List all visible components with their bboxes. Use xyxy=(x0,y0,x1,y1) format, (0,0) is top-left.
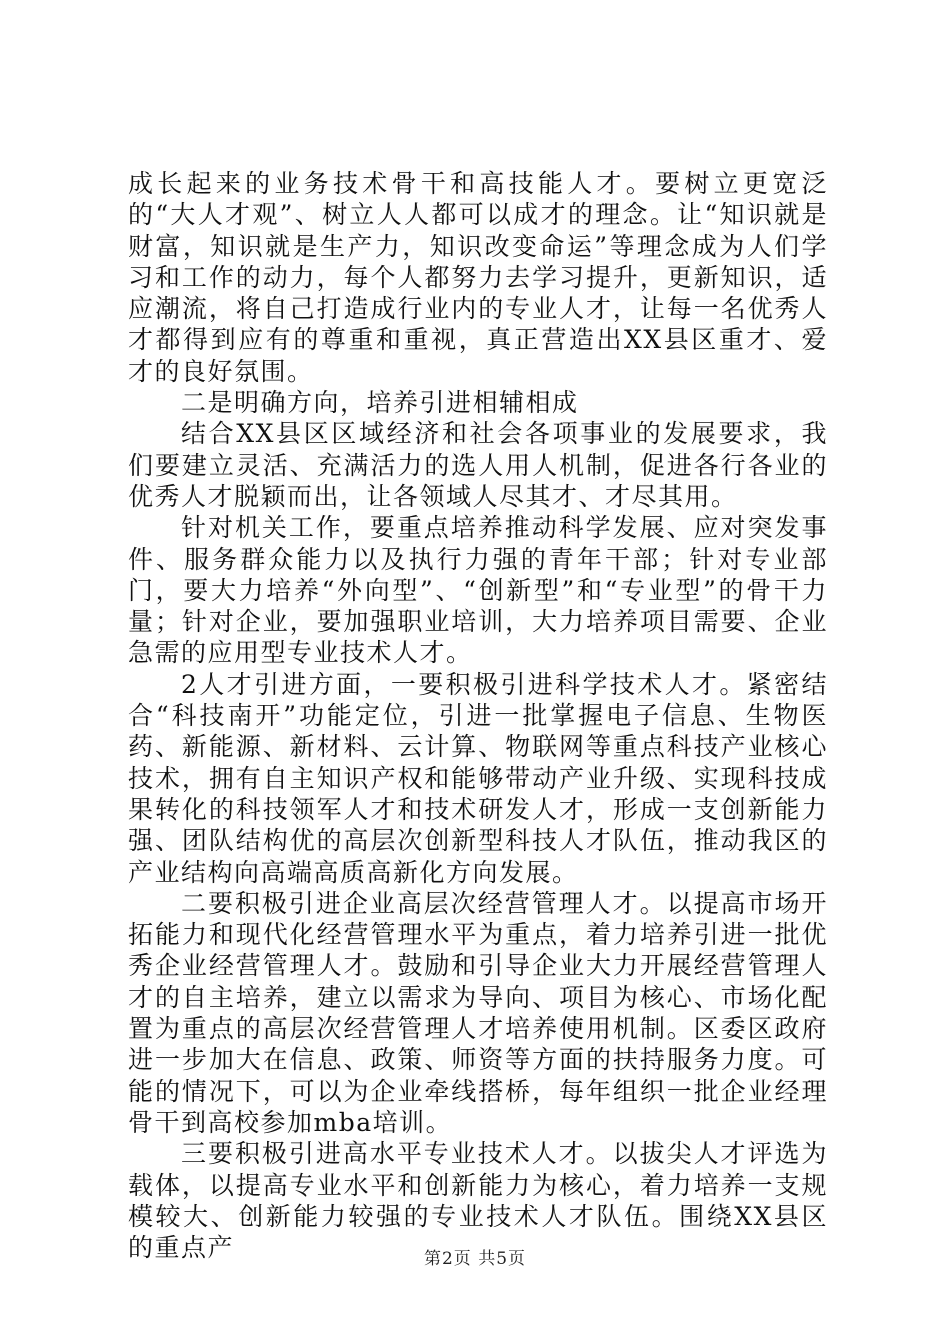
paragraph-6: 二要积极引进企业高层次经营管理人才。以提高市场开拓能力和现代化经营管理水平为重点，着力培养引进一批优秀企业经营管理人才。鼓励和引导企业大力开展经营管理人才的自主培养，建立以需求为导向、项目为核心、市场化配置为重点的高层次经营管理人才培养使用机制。区委区政府进一步加大在信息、政策、师资等方面的扶持服务力度。可能的情况下，可以为企业牵线搭桥，每年组织一批企业经理骨干到高校参加mba培训。 xyxy=(128,888,828,1137)
paragraph-1: 成长起来的业务技术骨干和高技能人才。要树立更宽泛的“大人才观”、树立人人都可以成才的理念。让“知识就是财富，知识就是生产力，知识改变命运”等理念成为人们学习和工作的动力，每个人都努力去学习提升，更新知识，适应潮流，将自己打造成行业内的专业人才，让每一名优秀人才都得到应有的尊重和重视，真正营造出XX县区重才、爱才的良好氛围。 xyxy=(128,169,828,386)
paragraph-4: 针对机关工作，要重点培养推动科学发展、应对突发事件、服务群众能力以及执行力强的青年干部；针对专业部门，要大力培养“外向型”、“创新型”和“专业型”的骨干力量；针对企业，要加强职业培训，大力培养项目需要、企业急需的应用型专业技术人才。 xyxy=(128,513,828,668)
paragraph-7: 三要积极引进高水平专业技术人才。以拔尖人才评选为载体，以提高专业水平和创新能力为核心，着力培养一支规模较大、创新能力较强的专业技术人才队伍。围绕XX县区的重点产 xyxy=(128,1139,828,1263)
body-text xyxy=(128,168,828,1263)
page-footer: 第2页 共5页 xyxy=(423,1249,527,1269)
paragraph-3: 结合XX县区区域经济和社会各项事业的发展要求，我们要建立灵活、充满活力的选人用人机制，促进各行各业的优秀人才脱颖而出，让各领域人尽其才、才尽其用。 xyxy=(128,419,828,511)
paragraph-5: 2人才引进方面，一要积极引进科学技术人才。紧密结合“科技南开”功能定位，引进一批掌握电子信息、生物医药、新能源、新材料、云计算、物联网等重点科技产业核心技术，拥有自主知识产权和能够带动产业升级、实现科技成果转化的科技领军人才和技术研发人才，形成一支创新能力强、团队结构优的高层次创新型科技人才队伍，推动我区的产业结构向高端高质高新化方向发展。 xyxy=(128,669,828,887)
section-heading: 二是明确方向，培养引进相辅相成 xyxy=(181,388,579,418)
